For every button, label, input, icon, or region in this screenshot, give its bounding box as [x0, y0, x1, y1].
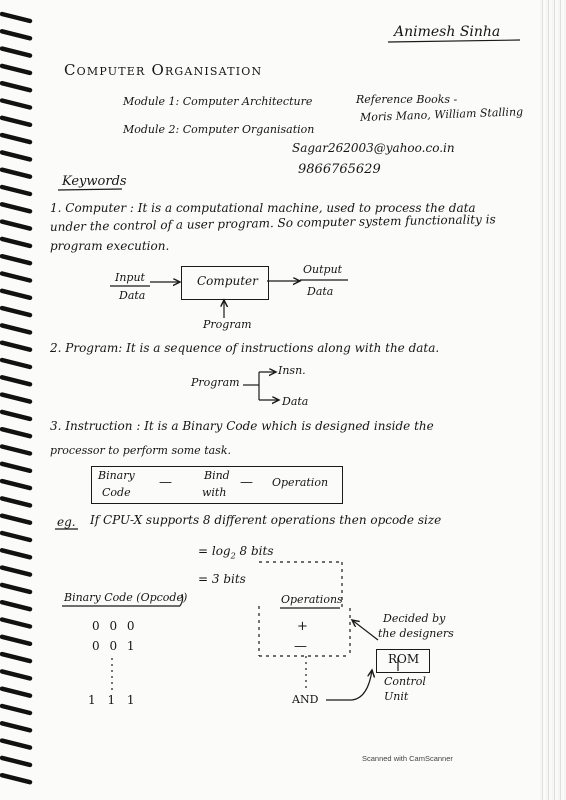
bits-result: = 3 bits — [198, 572, 246, 586]
reference-authors: Moris Mano, William Stalling — [359, 105, 524, 124]
example-label: eg. — [57, 515, 76, 529]
control-unit-line-1: Control — [384, 675, 426, 688]
decided-by-line-1: Decided by — [383, 612, 446, 625]
opcode-row-000: 0 0 0 — [92, 619, 138, 633]
input-data-label: Data — [119, 289, 146, 302]
output-label: Output — [303, 263, 343, 276]
binary-label: Binary — [98, 469, 135, 482]
keyword-3-line-2: processor to perform some task. — [50, 444, 231, 457]
operation-label: Operation — [272, 476, 329, 489]
module-2: Module 2: Computer Organisation — [123, 123, 315, 136]
keyword-1-line-2: under the control of a user program. So computer system functionality is — [49, 212, 496, 234]
box-dash-1: — — [159, 475, 172, 490]
module-1: Module 1: Computer Architecture — [123, 95, 313, 108]
log-rest: 8 bits — [239, 544, 274, 558]
keyword-1-line-3: program execution. — [50, 239, 170, 253]
contact-email: Sagar262003@yahoo.co.in — [292, 141, 455, 155]
keyword-3-line-1: 3. Instruction : It is a Binary Code which is designed inside the — [50, 419, 434, 433]
operation-minus: — — [294, 639, 307, 654]
box-dash-2: — — [240, 475, 253, 490]
computer-box-label: Computer — [197, 274, 258, 288]
decided-by-line-2: the designers — [378, 627, 454, 640]
with-label: with — [202, 486, 227, 499]
log-text: = log — [198, 544, 231, 558]
input-label: Input — [115, 271, 145, 284]
page-title: Computer Organisation — [64, 61, 263, 79]
output-data-label: Data — [307, 285, 334, 298]
program-branch-data: Data — [282, 395, 309, 408]
operations-heading: Operations — [281, 593, 343, 606]
keyword-2: 2. Program: It is a sequence of instructions along with the data. — [50, 341, 440, 355]
operation-and: AND — [292, 693, 319, 706]
operation-plus: + — [297, 619, 308, 634]
keyword-1-line-1: 1. Computer : It is a computational machine, used to process the data — [50, 201, 476, 215]
bind-label: Bind — [204, 469, 230, 482]
code-label: Code — [102, 486, 131, 499]
example-text: If CPU-X supports 8 different operations then opcode size — [90, 513, 442, 527]
contact-phone: 9866765629 — [298, 162, 381, 177]
program-branch-insn: Insn. — [278, 364, 306, 377]
keywords-heading: Keywords — [62, 174, 127, 189]
reference-label: Reference Books - — [356, 93, 458, 106]
control-unit-line-2: Unit — [384, 690, 409, 703]
program-input-label: Program — [203, 318, 252, 331]
scanner-watermark: Scanned with CamScanner — [362, 754, 453, 763]
author-name: Animesh Sinha — [394, 24, 501, 40]
rom-label: ROM — [388, 652, 420, 666]
program-root-label: Program — [191, 376, 240, 389]
opcode-row-111: 1 1 1 — [88, 693, 139, 707]
opcode-heading: Binary Code (Opcode) — [64, 591, 188, 604]
opcode-row-001: 0 0 1 — [92, 639, 138, 653]
log-base: 2 — [230, 551, 236, 561]
